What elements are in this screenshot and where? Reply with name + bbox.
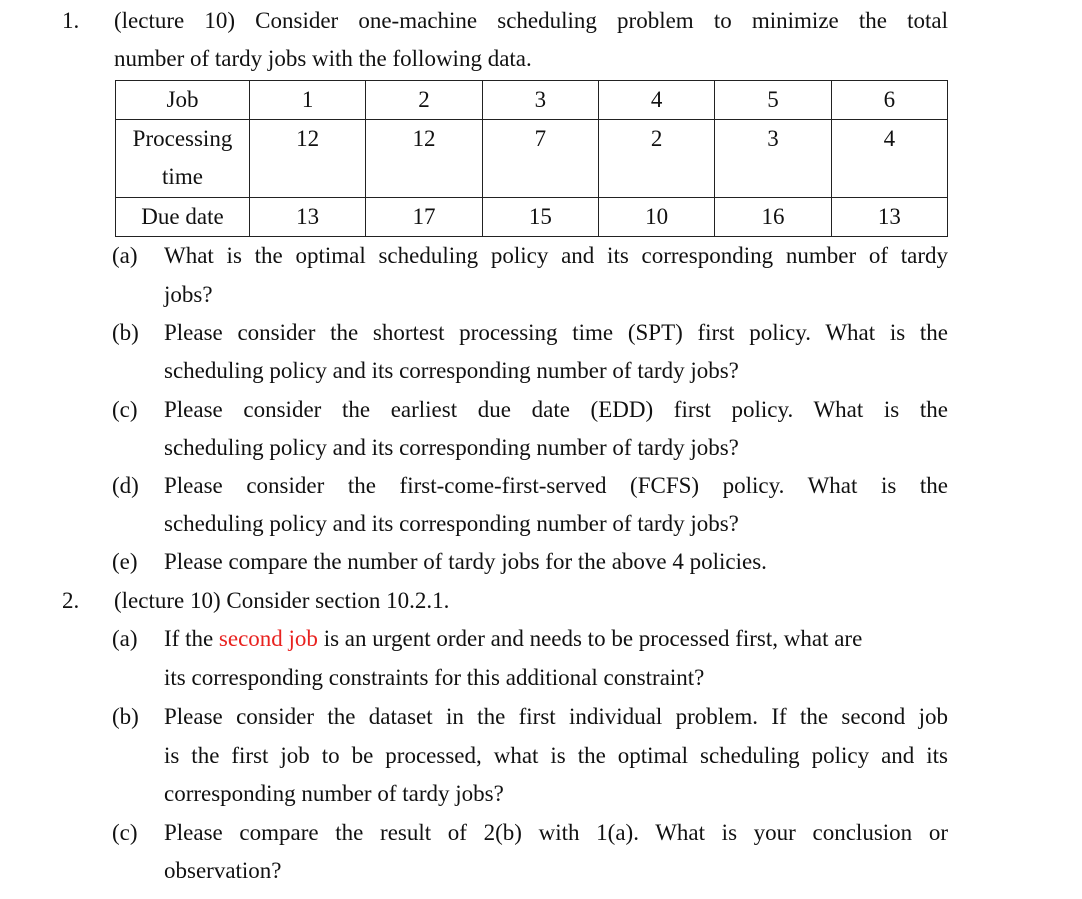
q1-part-b-line-2: scheduling policy and its corresponding number of tardy jobs? [164, 358, 739, 383]
table-cell-processing-1: 12 [250, 120, 366, 198]
table-cell-due-4: 10 [598, 198, 714, 237]
table-cell-processing-4: 2 [598, 120, 714, 198]
q1-part-a-line-2: jobs? [164, 282, 213, 307]
question-1-text-line-2: number of tardy jobs with the following data. [114, 46, 532, 71]
q1-part-c-line-1: Please consider the earliest due date (EDD) first policy. What is the [164, 397, 948, 422]
q1-part-e-line-1: Please compare the number of tardy jobs for the above 4 policies. [164, 549, 767, 574]
table-cell-processing-2: 12 [366, 120, 482, 198]
question-2-text-line-1: (lecture 10) Consider section 10.2.1. [114, 588, 450, 613]
q1-part-a-line-1: What is the optimal scheduling policy and its corresponding number of tardy [164, 243, 948, 268]
q1-part-d-label: (d) [112, 473, 139, 498]
table-cell-job-2: 2 [366, 81, 482, 120]
q2-part-a-text-post: is an urgent order and needs to be processed first, what are [317, 626, 863, 651]
second-job-highlight: second job [218, 626, 318, 651]
q2-part-a-line-2: its corresponding constraints for this additional constraint? [164, 665, 705, 690]
q1-part-b-line-1: Please consider the shortest processing time (SPT) first policy. What is the [164, 320, 948, 345]
processing-label-line-1: Processing [132, 126, 233, 151]
q1-part-a-label: (a) [112, 243, 138, 268]
table-cell-job-4: 4 [598, 81, 714, 120]
q2-part-b-label: (b) [112, 704, 139, 729]
table-cell-due-1: 13 [250, 198, 366, 237]
job-data-table [115, 80, 948, 237]
question-1-text-line-1: (lecture 10) Consider one-machine scheduling problem to minimize the total [114, 8, 948, 33]
table-cell-job-6: 6 [831, 81, 947, 120]
q2-part-c-line-1: Please compare the result of 2(b) with 1(a). What is your conclusion or [164, 820, 948, 845]
question-2-number: 2. [62, 588, 80, 613]
q1-part-d-line-2: scheduling policy and its corresponding number of tardy jobs? [164, 511, 739, 536]
q1-part-c-line-2: scheduling policy and its corresponding number of tardy jobs? [164, 435, 739, 460]
table-row-job [116, 81, 948, 120]
table-cell-processing-6: 4 [831, 120, 947, 198]
table-row-due-date [116, 198, 948, 237]
table-header-due-date: Due date [116, 198, 250, 237]
q1-part-b-label: (b) [112, 320, 139, 345]
table-row-processing-time [116, 120, 948, 198]
table-cell-processing-5: 3 [715, 120, 831, 198]
q2-part-c-line-2: observation? [164, 858, 282, 883]
q1-part-d-line-1: Please consider the first-come-first-served (FCFS) policy. What is the [164, 473, 948, 498]
table-cell-job-1: 1 [250, 81, 366, 120]
table-cell-due-5: 16 [715, 198, 831, 237]
q2-part-b-line-2: is the first job to be processed, what is the optimal scheduling policy and its [164, 743, 948, 768]
table-header-processing-time [116, 120, 250, 198]
processing-label-line-2: time [162, 164, 203, 189]
q2-part-a-label: (a) [112, 626, 138, 651]
q2-part-b-line-1: Please consider the dataset in the first individual problem. If the second job [164, 704, 948, 729]
q2-part-c-label: (c) [112, 820, 138, 845]
q1-part-e-label: (e) [112, 549, 138, 574]
table-cell-processing-3: 7 [482, 120, 598, 198]
table-cell-due-2: 17 [366, 198, 482, 237]
table-cell-job-3: 3 [482, 81, 598, 120]
table-cell-due-6: 13 [831, 198, 947, 237]
q2-part-b-line-3: corresponding number of tardy jobs? [164, 781, 504, 806]
question-1-number: 1. [62, 8, 80, 33]
table-cell-due-3: 15 [482, 198, 598, 237]
q2-part-a-line-1 [164, 620, 948, 658]
table-cell-job-5: 5 [715, 81, 831, 120]
q2-part-a-text-pre: If the [164, 626, 219, 651]
table-header-job: Job [116, 81, 250, 120]
q1-part-c-label: (c) [112, 397, 138, 422]
